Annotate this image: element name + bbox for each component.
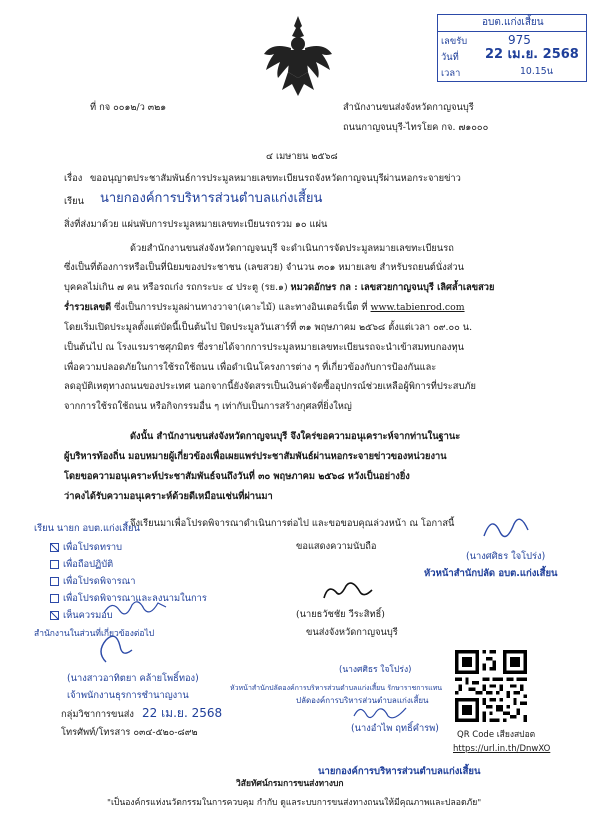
body-bold-segment: ร่ำรวยเลขดี — [64, 302, 112, 313]
body-line: จากการใช้รถใช้ถนน หรือกิจกรรมอื่น ๆ เท่ากับเป็นการสร้างกุศลที่ยิ่งใหญ่ — [64, 401, 352, 412]
receive-stamp — [437, 14, 587, 82]
body-bold-segment: หมวดอักษร กล : เลขสวยกาญจนบุรี เลิศล้ำเลขสวย — [290, 282, 495, 293]
attachment-line: สิ่งที่ส่งมาด้วย แผ่นพับการประมูลหมายเลขทะเบียนรถรวม ๑๐ แผ่น — [64, 219, 328, 230]
handwritten-signature — [86, 632, 146, 668]
acting-deputy-name: (นางศศิธร ใจโปร่ง) — [339, 665, 412, 675]
stamp-time-label: เวลา — [441, 68, 461, 79]
body-line: เป็นต้นไป ณ โรงแรมราชศุภมิตร ซึ่งรายได้จากการประมูลหมายเลขทะเบียนรถจะนำเข้าสมทบกองทุน — [64, 342, 464, 353]
body-bold-line: ผู้บริหารท้องถิ่น มอบหมายผู้เกี่ยวข้องเพื่อเผยแพร่ประชาสัมพันธ์ผ่านหอกระจายข่าวของหน่วยงาน — [64, 451, 447, 462]
contact-phone: โทรศัพท์/โทรสาร ๐๓๔-๕๒๐-๘๙๒ — [61, 727, 198, 738]
body-line — [64, 282, 494, 294]
routing-option: เพื่อโปรดทราบ — [50, 542, 122, 554]
qr-link[interactable]: https://url.in.th/DnwXO — [453, 744, 551, 754]
org-address: ถนนกาญจนบุรี-ไทรโยค กจ. ๗๑๐๐๐ — [343, 122, 489, 133]
tabienrod-link[interactable]: www.tabienrod.com — [370, 302, 465, 313]
routing-option: เพื่อโปรดพิจารณา — [50, 576, 135, 588]
body-line: โดยเริ่มเปิดประมูลตั้งแต่บัดนี้เป็นต้นไป ปิดประมูลวันเสาร์ที่ ๓๑ พฤษภาคม ๒๕๖๘ ตั้งแต่เวลา ๐๙.๐๐ น. — [64, 322, 473, 333]
qr-code[interactable] — [455, 650, 527, 722]
body-line — [64, 302, 465, 314]
body-line: เพื่อความปลอดภัยในการใช้รถใช้ถนน เพื่อดำเนินโครงการต่าง ๆ ที่เกี่ยวข้องกับการป้องกันและ — [64, 362, 437, 373]
checkbox-icon — [50, 543, 59, 552]
handwritten-signature — [100, 595, 170, 623]
reference-number: ที่ กจ ๐๐๑๒/ว ๓๒๑ — [90, 102, 167, 113]
body-bold-line: ว่าคงได้รับความอนุเคราะห์ด้วยดีเหมือนเช่นที่ผ่านมา — [64, 491, 273, 502]
signatory-name: (นายธวัชชัย วีระสิทธิ์) — [296, 609, 385, 620]
body-bold-line: โดยขอความอนุเคราะห์ประชาสัมพันธ์จนถึงวันที่ ๓๐ พฤษภาคม ๒๕๖๘ หวังเป็นอย่างยิ่ง — [64, 471, 410, 482]
routing-option: เห็นควรมอบ — [50, 610, 113, 622]
body-line: จึงเรียนมาเพื่อโปรดพิจารณาดำเนินการต่อไป และขอขอบคุณล่วงหน้า ณ โอกาสนี้ — [130, 518, 455, 529]
acting-deputy-line: ปลัดองค์การบริหารส่วนตำบลแก่งเสี้ยน — [296, 696, 429, 705]
routing-option: เพื่อถือปฏิบัติ — [50, 559, 113, 571]
routing-note: สำนักงานในส่วนที่เกี่ยวข้องต่อไป — [34, 629, 155, 639]
checkbox-icon — [50, 577, 59, 586]
body-line: ด้วยสำนักงานขนส่งจังหวัดกาญจนบุรี จะดำเนินการจัดประมูลหมายเลขทะเบียนรถ — [130, 243, 454, 254]
stamp-number-label: เลขรับ — [441, 36, 468, 47]
clerk-title: เจ้าพนักงานธุรการชำนาญงาน — [67, 690, 189, 701]
checkbox-icon — [50, 611, 59, 620]
stamp-office: อบต.แก่งเสี้ยน — [482, 17, 544, 28]
signatory-title: ขนส่งจังหวัดกาญจนบุรี — [306, 627, 398, 638]
contact-date-stamp: 22 เม.ย. 2568 — [142, 706, 223, 720]
mayor-title: นายกองค์การบริหารส่วนตำบลแก่งเสี้ยน — [318, 766, 481, 777]
stamp-time-value: 10.15น — [520, 66, 553, 77]
closing-line: ขอแสดงความนับถือ — [296, 541, 377, 552]
routing-option: เพื่อโปรดพิจารณาและลงนามในการ — [50, 593, 207, 605]
handwritten-signature — [350, 700, 412, 724]
handwritten-signature — [478, 512, 538, 546]
stamp-date-value: 22 เม.ย. 2568 — [485, 47, 579, 62]
routing-to: เรียน นายก อบต.แก่งเสี้ยน — [34, 523, 140, 534]
mayor-name: (นางอำไพ ฤทธิ์คำรพ) — [351, 723, 439, 734]
subject-label: เรื่อง — [64, 173, 83, 184]
acting-deputy-line: หัวหน้าสำนักปลัดองค์การบริหารส่วนตำบลแก่งเสี้ยน รักษาราชการแทน — [230, 684, 443, 692]
body-bold-line: ดังนั้น สำนักงานขนส่งจังหวัดกาญจนบุรี จึงใคร่ขอความอนุเคราะห์จากท่านในฐานะ — [130, 431, 461, 442]
letter-date: ๔ เมษายน ๒๕๖๘ — [266, 151, 338, 162]
recipient-label: เรียน — [64, 196, 84, 207]
garuda-emblem — [262, 14, 334, 98]
footer-vision-title: วิสัยทัศน์กรมการขนส่งทางบก — [236, 779, 344, 789]
body-segment: บุคคลไม่เกิน ๗ คน หรือรถเก๋ง รถกระบะ ๔ ประตู (รย.๑) — [64, 282, 288, 293]
checkbox-icon — [50, 560, 59, 569]
qr-caption: QR Code เสียงสปอต — [457, 730, 536, 740]
stamp-number-value: 975 — [508, 33, 531, 47]
body-segment: ซึ่งเป็นการประมูลผ่านทางวาจา(เคาะไม้) และทางอินเตอร์เน็ต ที่ — [114, 302, 368, 313]
signatory-signature — [318, 578, 378, 608]
stamp-date-label: วันที่ — [441, 52, 459, 63]
body-line: ซึ่งเป็นที่ต้องการหรือเป็นที่นิยมของประชาชน (เลขสวย) จำนวน ๓๐๑ หมายเลข สำหรับรถยนต์นั่งส่วน — [64, 262, 464, 273]
clerk-name: (นางสาวอาทิตยา คล้ายโพธิ์ทอง) — [67, 673, 199, 684]
body-line: ลดอุบัติเหตุทางถนนของประเทศ นอกจากนี้ยังจัดสรรเป็นเงินค่าจัดซื้ออุปกรณ์ช่วยเหลือผู้พิการที่ประสบภัย — [64, 381, 476, 392]
contact-dept: กลุ่มวิชาการขนส่ง — [61, 709, 134, 720]
footer-vision-text: "เป็นองค์กรแห่งนวัตกรรมในการควบคุม กำกับ ดูแลระบบการขนส่งทางถนนให้มีคุณภาพและปลอดภัย" — [107, 798, 482, 808]
checkbox-icon — [50, 594, 59, 603]
org-name: สำนักงานขนส่งจังหวัดกาญจนบุรี — [343, 102, 474, 113]
head-office-title: หัวหน้าสำนักปลัด อบต.แก่งเสี้ยน — [424, 568, 558, 579]
head-office-name: (นางศศิธร ใจโปร่ง) — [466, 551, 546, 562]
subject-text: ขออนุญาตประชาสัมพันธ์การประมูลหมายเลขทะเบียนรถจังหวัดกาญจนบุรีผ่านหอกระจายข่าว — [90, 173, 461, 184]
recipient-name: นายกองค์การบริหารส่วนตำบลแก่งเสี้ยน — [100, 191, 323, 206]
